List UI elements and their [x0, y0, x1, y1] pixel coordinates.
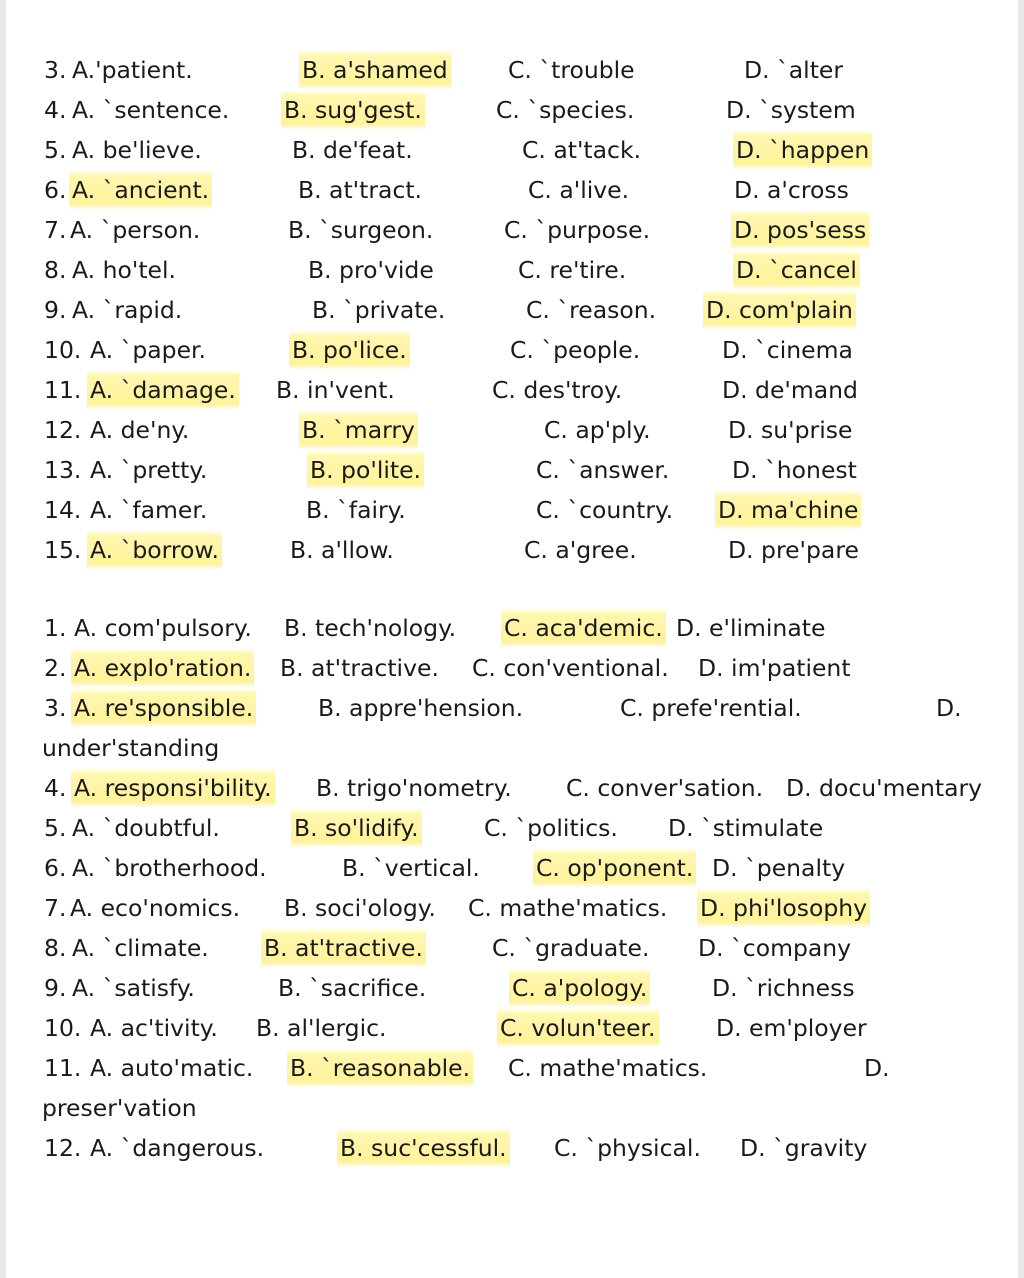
- question-number: 3.: [44, 694, 67, 722]
- option-b: B. at'tractive.: [280, 654, 439, 682]
- option-d: D. em'ployer: [716, 1014, 867, 1042]
- option-a: A. eco'nomics.: [70, 894, 241, 922]
- question-number: 11.: [44, 1054, 82, 1082]
- option-d: D.: [936, 694, 962, 722]
- question-row: [6, 888, 1018, 928]
- option-a: A. `pretty.: [90, 456, 208, 484]
- worksheet-page: [6, 0, 1018, 1278]
- option-a: A. `brotherhood.: [72, 854, 267, 882]
- option-a: A. `famer.: [90, 496, 208, 524]
- option-a: A. `dangerous.: [90, 1134, 265, 1162]
- question-row: [6, 1048, 1018, 1088]
- option-a: A. `person.: [70, 216, 201, 244]
- question-row: [6, 450, 1018, 490]
- question-row: [6, 90, 1018, 130]
- option-c: C. a'gree.: [524, 536, 637, 564]
- option-b: B. `private.: [312, 296, 446, 324]
- question-row: [6, 808, 1018, 848]
- option-c: C. des'troy.: [492, 376, 623, 404]
- question-number: 10.: [44, 336, 82, 364]
- option-d: D. `honest: [732, 456, 857, 484]
- option-b: B. at'tract.: [298, 176, 423, 204]
- option-b: B. de'feat.: [292, 136, 413, 164]
- question-number: 9.: [44, 974, 67, 1002]
- question-row: [6, 530, 1018, 570]
- option-c: C. con'ventional.: [472, 654, 669, 682]
- question-row: [6, 290, 1018, 330]
- option-d: D.: [864, 1054, 890, 1082]
- option-d: D. `cinema: [722, 336, 853, 364]
- option-a: A. `sentence.: [72, 96, 230, 124]
- question-number: 10.: [44, 1014, 82, 1042]
- question-number: 7.: [44, 894, 67, 922]
- question-row: [6, 608, 1018, 648]
- question-row: [6, 768, 1018, 808]
- option-a: A. ac'tivity.: [90, 1014, 218, 1042]
- option-a-highlighted-answer: A. `borrow.: [87, 530, 222, 570]
- question-number: 8.: [44, 934, 67, 962]
- option-a-highlighted-answer: A. `damage.: [87, 370, 239, 410]
- option-c: C. `reason.: [526, 296, 657, 324]
- option-c: C. `graduate.: [492, 934, 650, 962]
- question-number: 7.: [44, 216, 67, 244]
- option-a: A.'patient.: [72, 56, 193, 84]
- question-number: 14.: [44, 496, 82, 524]
- question-number: 12.: [44, 416, 82, 444]
- option-b: B. soci'ology.: [284, 894, 436, 922]
- option-d: D. im'patient: [698, 654, 851, 682]
- option-b-highlighted-answer: B. `marry: [299, 410, 418, 450]
- question-row: [6, 688, 1018, 728]
- option-c: C. `purpose.: [504, 216, 651, 244]
- option-d: D. su'prise: [728, 416, 853, 444]
- option-c: C. `physical.: [554, 1134, 701, 1162]
- question-row: [6, 330, 1018, 370]
- option-b-highlighted-answer: B. so'lidify.: [291, 808, 422, 848]
- question-number: 2.: [44, 654, 67, 682]
- option-c: C. at'tack.: [522, 136, 642, 164]
- option-b: B. pro'vide: [308, 256, 434, 284]
- option-c: C. conver'sation.: [566, 774, 764, 802]
- option-c: C. `people.: [510, 336, 641, 364]
- question-number: 4.: [44, 774, 67, 802]
- option-a: A. `rapid.: [72, 296, 183, 324]
- option-b: B. al'lergic.: [256, 1014, 387, 1042]
- option-c: C. `country.: [536, 496, 674, 524]
- question-number: 11.: [44, 376, 82, 404]
- option-c: C. ap'ply.: [544, 416, 651, 444]
- option-d: D. `alter: [744, 56, 844, 84]
- option-a: A. com'pulsory.: [74, 614, 252, 642]
- option-b-highlighted-answer: B. suc'cessful.: [337, 1128, 510, 1168]
- option-d: D. `stimulate: [668, 814, 824, 842]
- option-c: C. a'live.: [528, 176, 630, 204]
- option-c: C. `trouble: [508, 56, 635, 84]
- option-c: C. mathe'matics.: [508, 1054, 708, 1082]
- option-b: B. `sacrifice.: [278, 974, 427, 1002]
- option-c: C. prefe'rential.: [620, 694, 802, 722]
- option-c: C. `species.: [496, 96, 635, 124]
- question-row: [6, 210, 1018, 250]
- option-b: B. `surgeon.: [288, 216, 434, 244]
- option-b-highlighted-answer: B. po'lice.: [289, 330, 410, 370]
- option-b: B. tech'nology.: [284, 614, 457, 642]
- question-row: [6, 1128, 1018, 1168]
- option-a-highlighted-answer: A. responsi'bility.: [71, 768, 275, 808]
- option-d: D. e'liminate: [676, 614, 826, 642]
- question-row: [6, 50, 1018, 90]
- option-d-highlighted-answer: D. `happen: [733, 130, 872, 170]
- option-d-highlighted-answer: D. phi'losophy: [697, 888, 870, 928]
- option-c-highlighted-answer: C. aca'demic.: [501, 608, 666, 648]
- option-b-highlighted-answer: B. po'lite.: [307, 450, 424, 490]
- option-d-highlighted-answer: D. com'plain: [703, 290, 856, 330]
- option-c: C. mathe'matics.: [468, 894, 668, 922]
- question-row: [6, 1008, 1018, 1048]
- question-number: 6.: [44, 176, 67, 204]
- option-a: A. ho'tel.: [72, 256, 177, 284]
- option-c-highlighted-answer: C. a'pology.: [509, 968, 650, 1008]
- question-row: [6, 250, 1018, 290]
- question-number: 6.: [44, 854, 67, 882]
- option-b: B. `vertical.: [342, 854, 480, 882]
- question-row: [6, 170, 1018, 210]
- question-row: [6, 130, 1018, 170]
- option-a: A. auto'matic.: [90, 1054, 254, 1082]
- question-number: 12.: [44, 1134, 82, 1162]
- question-number: 13.: [44, 456, 82, 484]
- question-number: 15.: [44, 536, 82, 564]
- question-row: [6, 490, 1018, 530]
- option-d: D. `company: [698, 934, 852, 962]
- option-a: A. `doubtful.: [72, 814, 220, 842]
- option-d-wrapped-text: under'standing: [42, 734, 220, 762]
- option-c: C. `politics.: [484, 814, 618, 842]
- option-b-highlighted-answer: B. sug'gest.: [281, 90, 425, 130]
- option-b-highlighted-answer: B. a'shamed: [299, 50, 451, 90]
- option-b: B. `fairy.: [306, 496, 406, 524]
- option-c-highlighted-answer: C. volun'teer.: [497, 1008, 659, 1048]
- question-number: 5.: [44, 814, 67, 842]
- option-a: A. de'ny.: [90, 416, 190, 444]
- option-a-highlighted-answer: A. explo'ration.: [71, 648, 254, 688]
- question-row: [6, 848, 1018, 888]
- option-a: A. be'lieve.: [72, 136, 202, 164]
- option-d-highlighted-answer: D. pos'sess: [731, 210, 869, 250]
- question-number: 9.: [44, 296, 67, 324]
- option-d: D. pre'pare: [728, 536, 859, 564]
- option-d: D. `penalty: [712, 854, 846, 882]
- option-c-highlighted-answer: C. op'ponent.: [533, 848, 696, 888]
- question-row: [6, 648, 1018, 688]
- question-number: 3.: [44, 56, 67, 84]
- option-d: D. `gravity: [740, 1134, 868, 1162]
- option-a-highlighted-answer: A. `ancient.: [69, 170, 212, 210]
- option-d: D. a'cross: [734, 176, 849, 204]
- question-number: 5.: [44, 136, 67, 164]
- option-d-highlighted-answer: D. ma'chine: [715, 490, 861, 530]
- question-row: [6, 928, 1018, 968]
- option-b-highlighted-answer: B. `reasonable.: [287, 1048, 473, 1088]
- option-d: D. docu'mentary: [786, 774, 983, 802]
- option-d: D. `system: [726, 96, 856, 124]
- option-a-highlighted-answer: A. re'sponsible.: [71, 688, 256, 728]
- option-b-highlighted-answer: B. at'tractive.: [261, 928, 426, 968]
- option-d: D. de'mand: [722, 376, 858, 404]
- option-b: B. a'llow.: [290, 536, 394, 564]
- option-a: A. `climate.: [72, 934, 209, 962]
- question-number: 1.: [44, 614, 67, 642]
- option-b: B. trigo'nometry.: [316, 774, 512, 802]
- question-row: [6, 370, 1018, 410]
- question-row: [6, 410, 1018, 450]
- option-c: C. `answer.: [536, 456, 670, 484]
- option-d-wrapped-text: preser'vation: [42, 1094, 197, 1122]
- option-a: A. `satisfy.: [72, 974, 195, 1002]
- question-number: 4.: [44, 96, 67, 124]
- question-number: 8.: [44, 256, 67, 284]
- question-row: [6, 968, 1018, 1008]
- option-b: B. appre'hension.: [318, 694, 524, 722]
- option-a: A. `paper.: [90, 336, 207, 364]
- option-d-highlighted-answer: D. `cancel: [733, 250, 860, 290]
- option-b: B. in'vent.: [276, 376, 395, 404]
- option-d: D. `richness: [712, 974, 855, 1002]
- option-c: C. re'tire.: [518, 256, 627, 284]
